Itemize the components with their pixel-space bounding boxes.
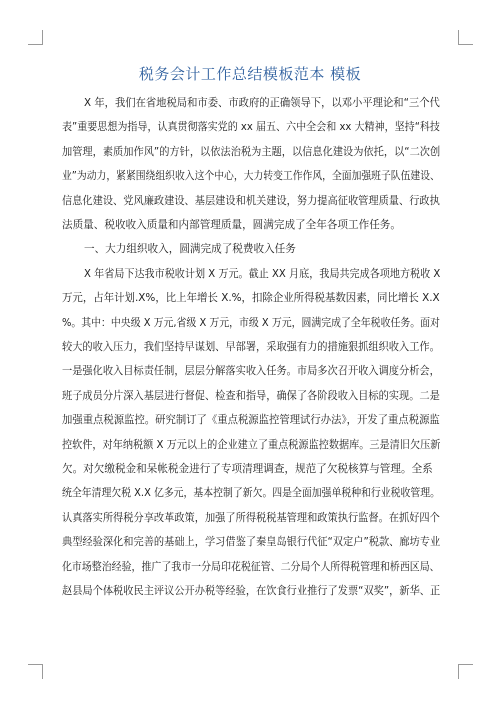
body-text-line: 业”为动力，紧紧围绕组织收入这个中心，大力转变工作作风，全面加强班子队伍建设、 <box>62 170 440 183</box>
body-text-line: 化市场整治经验，推广了我市一分局印花税征管、二分局个人所得税管理和桥西区局、 <box>62 560 440 573</box>
body-text-line: 班子成员分片深入基层进行督促、检查和指导，确保了各阶段收入目标的实现。二是 <box>62 389 440 402</box>
body-text-line: 万元，占年计划.X%，比上年增长 X.%，扣除企业所得税基数因素，同比增长 X.X <box>62 292 440 305</box>
body-text-line: 较大的收入压力，我们坚持早谋划、早部署，采取强有力的措施狠抓组织收入工作。 <box>62 341 440 353</box>
body-text-line: 一是强化收入目标责任制，层层分解落实收入任务。市局多次召开收入调度分析会， <box>62 365 440 378</box>
body-text-line: 法质量、税收收入质量和内部管理质量，圆满完成了全年各项工作任务。 <box>62 219 401 231</box>
body-text-line: 加强重点税源监控。研究制订了《重点税源监控管理试行办法》，开发了重点税源监 <box>62 414 440 427</box>
body-text-line: X 年，我们在省地税局和市委、市政府的正确领导下，以邓小平理论和“三个代 <box>84 97 440 109</box>
crop-mark-top-left <box>28 30 43 45</box>
body-text-line: 认真落实所得税分享改革政策，加强了所得税税基管理和政策执行监督。在抓好四个 <box>62 511 440 524</box>
crop-mark-top-right <box>458 30 473 45</box>
body-text-line: 赵县局个体税收民主评议公开办税等经验，在饮食行业推行了发票“双奖”，新华、正 <box>62 585 441 597</box>
body-text-line: 控软件，对年纳税额 X 万元以上的企业建立了重点税源监控数据库。三是清旧欠压新 <box>62 438 441 451</box>
body-text-line: 统全年清理欠税 X.X 亿多元，基本控制了新欠。四是全面加强单税种和行业税收管理。 <box>62 487 440 500</box>
body-text-line: 信息化建设、党风廉政建设、基层建设和机关建设，努力提高征收管理质量、行政执 <box>62 194 440 207</box>
body-text-line: 加管理，素质加作风”的方针，以依法治税为主题，以信息化建设为依托，以“二次创 <box>62 145 441 158</box>
crop-mark-bottom-right <box>458 664 473 679</box>
section-heading: 一、大力组织收入，圆满完成了税费收入任务 <box>84 243 296 256</box>
body-text-line: 欠。对欠缴税金和呆帐税金进行了专项清理调查，规范了欠税核算与管理。全系 <box>62 463 433 475</box>
body-text-line: 表”重要思想为指导，认真贯彻落实党的 xx 届五、六中全会和 xx 大精神，坚持“科技 <box>62 121 440 134</box>
document-title: 税务会计工作总结模板范本 模板 <box>138 65 362 83</box>
body-text-line: 典型经验深化和完善的基础上，学习借鉴了秦皇岛银行代征“双定户”税款、廊坊专业 <box>62 536 441 549</box>
crop-mark-bottom-left <box>28 664 43 679</box>
body-text-line: X 年省局下达我市税收计划 X 万元。截止 XX 月底，我局共完成各项地方税收 X <box>84 267 441 280</box>
body-text-line: %。其中：中央级 X 万元,省级 X 万元，市级 X 万元，圆满完成了全年税收任务。面对 <box>62 316 440 329</box>
